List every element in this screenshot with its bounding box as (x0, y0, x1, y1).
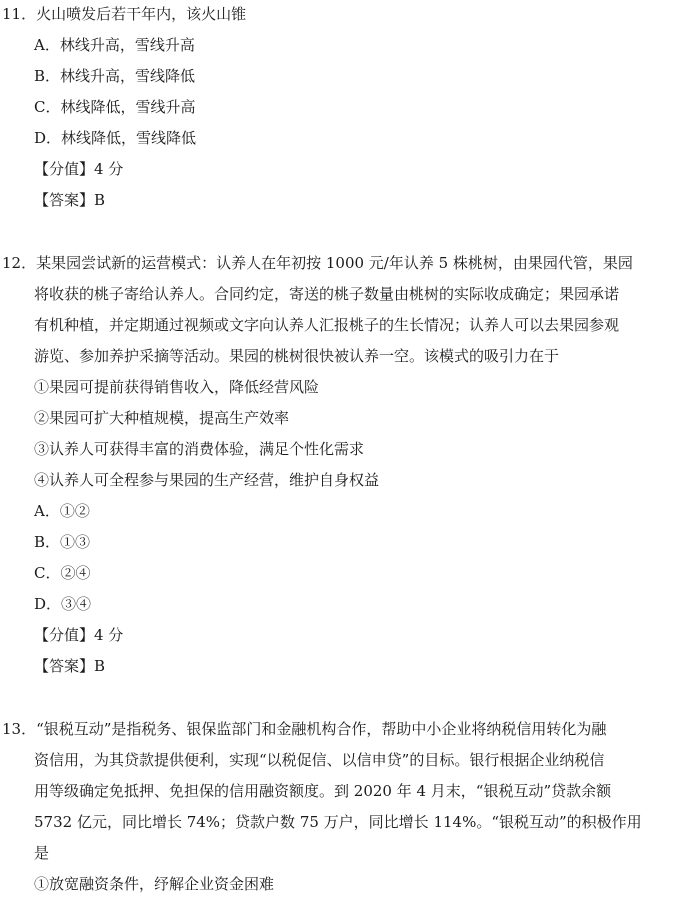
q13-stem-line-1: 13．“银税互动”是指税务、银保监部门和金融机构合作，帮助中小企业将纳税信用转化为融 (2, 720, 607, 738)
q12-stem-line-4: 游览、参加养护采摘等活动。果园的桃树很快被认养一空。该模式的吸引力在于 (34, 347, 560, 365)
q11-option-d: D．林线降低，雪线降低 (34, 129, 197, 147)
q12-statement-1: ①果园可提前获得销售收入，降低经营风险 (34, 378, 320, 396)
q12-stem-line-3: 有机种植，并定期通过视频或文字向认养人汇报桃子的生长情况；认养人可以去果园参观 (34, 316, 620, 334)
q12-statement-2: ②果园可扩大种植规模，提高生产效率 (34, 409, 290, 427)
q11-score: 【分值】4 分 (34, 160, 124, 178)
q12-option-a: A．①② (34, 502, 90, 520)
q13-stem-line-4: 5732 亿元，同比增长 74%；贷款户数 75 万户，同比增长 114%。“银税互动”的积极作用 (34, 813, 642, 831)
q13-stem-line-5: 是 (34, 844, 50, 862)
q11-option-a: A．林线升高，雪线升高 (34, 36, 195, 54)
q11-stem: 11．火山喷发后若干年内，该火山锥 (2, 5, 247, 23)
q12-statement-4: ④认养人可全程参与果园的生产经营，维护自身权益 (34, 471, 380, 489)
q12-stem-line-1: 12．某果园尝试新的运营模式：认养人在年初按 1000 元/年认养 5 株桃树，由果园代管，果园 (2, 254, 633, 272)
q12-option-c: C．②④ (34, 564, 91, 582)
q11-option-b: B．林线升高，雪线降低 (34, 67, 196, 85)
q11-option-c: C．林线降低，雪线升高 (34, 98, 196, 116)
q12-statement-3: ③认养人可获得丰富的消费体验，满足个性化需求 (34, 440, 365, 458)
q12-answer: 【答案】B (34, 657, 106, 675)
q12-score: 【分值】4 分 (34, 626, 124, 644)
q13-stem-line-3: 用等级确定免抵押、免担保的信用融资额度。到 2020 年 4 月末，“银税互动”贷款余额 (34, 782, 612, 800)
q13-statement-1: ①放宽融资条件，纾解企业资金困难 (34, 875, 275, 893)
q12-stem-line-2: 将收获的桃子寄给认养人。合同约定，寄送的桃子数量由桃树的实际收成确定；果园承诺 (34, 285, 620, 303)
q12-option-b: B．①③ (34, 533, 91, 551)
q11-answer: 【答案】B (34, 191, 106, 209)
q12-option-d: D．③④ (34, 595, 92, 613)
q13-stem-line-2: 资信用，为其贷款提供便利，实现“以税促信、以信申贷”的目标。银行根据企业纳税信 (34, 751, 605, 769)
